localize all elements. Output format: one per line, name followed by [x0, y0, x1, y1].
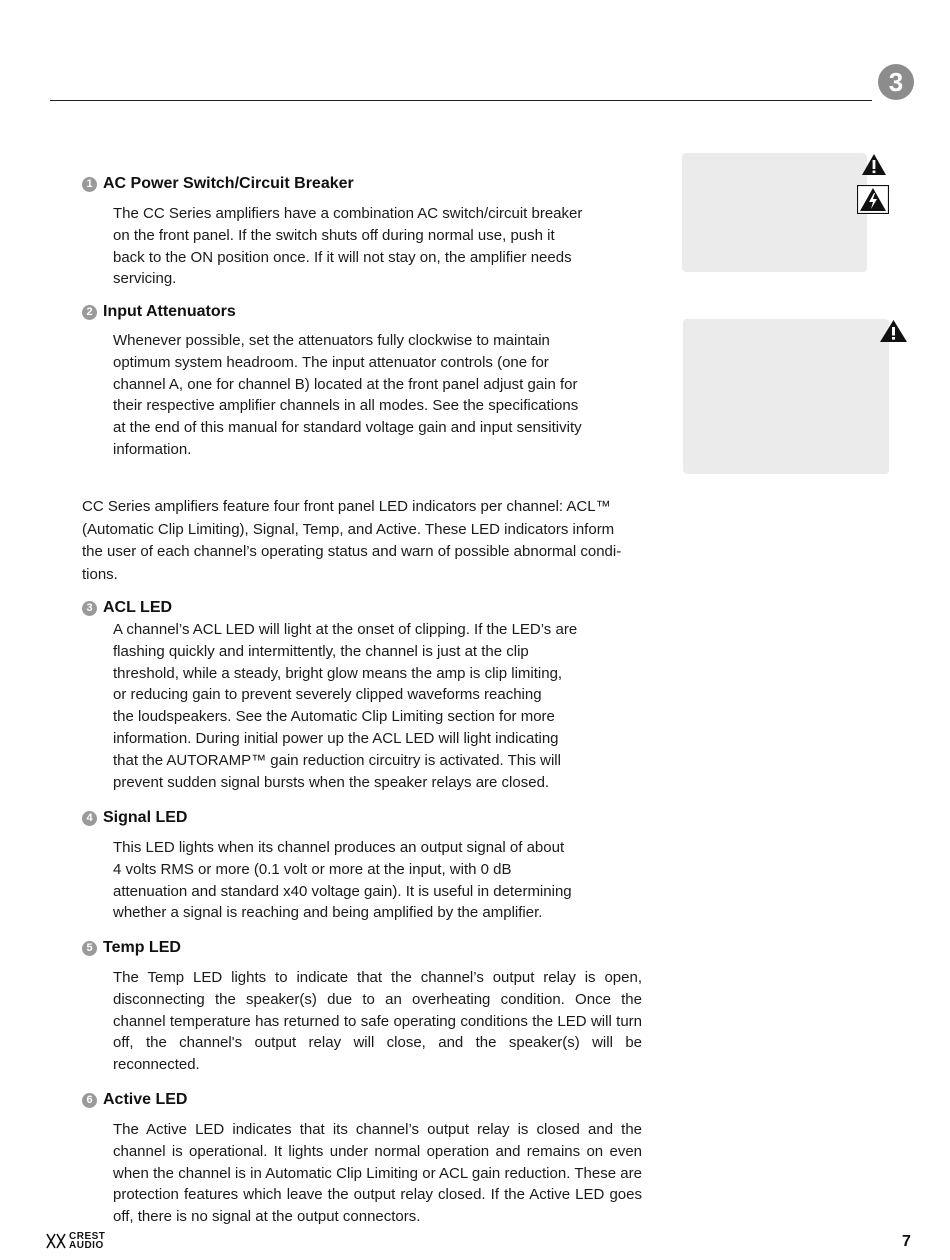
section-temp-led: [82, 938, 652, 1076]
section-heading: [82, 938, 652, 958]
body-line: Whenever possible, set the attenuators fully clockwise to maintain: [113, 332, 550, 349]
body-line: their respective amplifier channels in all modes. See the specifications: [113, 397, 579, 415]
section-heading: [82, 174, 652, 194]
body-line: tions.: [82, 565, 118, 583]
logo-text: [69, 1232, 105, 1250]
body-line: This LED lights when its channel produces an output signal of about: [113, 839, 565, 856]
body-line: channel A, one for channel B) located at the front panel adjust gain for: [113, 375, 578, 393]
section-number-badge: 3: [82, 601, 97, 616]
logo-line: CREST: [69, 1231, 106, 1242]
crest-audio-logo: [46, 1232, 105, 1250]
body-line: optimum system headroom. The input attenuator controls (one for: [113, 353, 549, 371]
section-title: Active LED: [103, 1091, 188, 1108]
body-line: information.: [113, 440, 192, 458]
electric-shock-icon: [857, 185, 889, 214]
sidebar-warning-box: [683, 319, 889, 474]
body-line: flashing quickly and intermittently, the channel is just at the clip: [113, 642, 529, 660]
body-line: CC Series amplifiers feature four front panel LED indicators per channel: ACL™: [82, 498, 611, 515]
section-title: Input Attenuators: [103, 303, 236, 320]
section-active-led: [82, 1090, 652, 1228]
section-number-badge: 5: [82, 941, 97, 956]
section-heading: [82, 302, 652, 322]
section-heading: [82, 598, 652, 618]
body-line: attenuation and standard x40 voltage gain). It is useful in determining: [113, 882, 572, 900]
body-line: The CC Series amplifiers have a combination AC switch/circuit breaker: [113, 205, 583, 222]
body-line: information. During initial power up the ACL LED will light indicating: [113, 729, 559, 747]
section-signal-led: [82, 808, 652, 924]
section-ac-power-switch: [82, 174, 652, 290]
chapter-badge: 3: [878, 64, 914, 100]
body-line: A channel’s ACL LED will light at the onset of clipping. If the LED’s are: [113, 621, 578, 638]
section-body: The Active LED indicates that its channel’s output relay is closed and the channel is operational. It lights under normal operation and remains on even when the channel is in Automatic Clip Limiting or ACL gain reduction. These are protection features which leave the output relay closed. If the Active LED goes off, there is no signal at the output connectors.: [113, 1121, 642, 1226]
body-line: 4 volts RMS or more (0.1 volt or more at the input, with 0 dB: [113, 860, 512, 878]
warning-triangle-icon: [879, 319, 908, 343]
body-line: servicing.: [113, 270, 177, 288]
section-body: [113, 330, 652, 461]
body-line: whether a signal is reaching and being amplified by the amplifier.: [113, 904, 543, 922]
body-line: the user of each channel’s operating status and warn of possible abnormal condi-: [82, 543, 622, 560]
body-line: back to the ON position once. If it will not stay on, the amplifier needs: [113, 248, 572, 266]
section-acl-led: [82, 598, 652, 793]
section-title: Signal LED: [103, 809, 188, 826]
section-title: ACL LED: [103, 599, 173, 616]
section-body: [113, 203, 652, 290]
logo-line: AUDIO: [69, 1240, 104, 1251]
section-number-badge: 2: [82, 305, 97, 320]
header-rule: [50, 100, 872, 101]
page-number: 7: [902, 1233, 911, 1250]
body-line: that the AUTORAMP™ gain reduction circuitry is activated. This will: [113, 751, 561, 769]
warning-triangle-icon: [861, 153, 887, 176]
section-number-badge: 4: [82, 811, 97, 826]
section-heading: [82, 808, 652, 828]
sidebar-note-box: [682, 153, 867, 272]
section-body: The Temp LED lights to indicate that the channel’s output relay is open, disconnecting the speaker(s) due to an overheating condition. Once the channel temperature has returned to safe operating conditions the LED will turn off, the channel's output relay will close, and the speaker(s) will be reconnected.: [113, 969, 642, 1074]
body-line: on the front panel. If the switch shuts off during normal use, push it: [113, 226, 555, 244]
crest-audio-logo-icon: [46, 1233, 66, 1249]
section-title: Temp LED: [103, 939, 181, 956]
body-line: the loudspeakers. See the Automatic Clip Limiting section for more: [113, 708, 555, 726]
section-number-badge: 1: [82, 177, 97, 192]
body-line: at the end of this manual for standard voltage gain and input sensitivity: [113, 419, 582, 437]
section-input-attenuators: [82, 302, 652, 461]
section-body: [113, 619, 652, 793]
body-line: or reducing gain to prevent severely clipped waveforms reaching: [113, 686, 542, 704]
body-line: prevent sudden signal bursts when the speaker relays are closed.: [113, 773, 550, 791]
section-heading: [82, 1090, 652, 1110]
section-body: [113, 837, 652, 924]
body-line: threshold, while a steady, bright glow means the amp is clip limiting,: [113, 664, 563, 682]
section-title: AC Power Switch/Circuit Breaker: [103, 175, 354, 192]
section-number-badge: 6: [82, 1093, 97, 1108]
led-intro-paragraph: [82, 496, 642, 586]
body-line: (Automatic Clip Limiting), Signal, Temp, and Active. These LED indicators inform: [82, 520, 615, 538]
